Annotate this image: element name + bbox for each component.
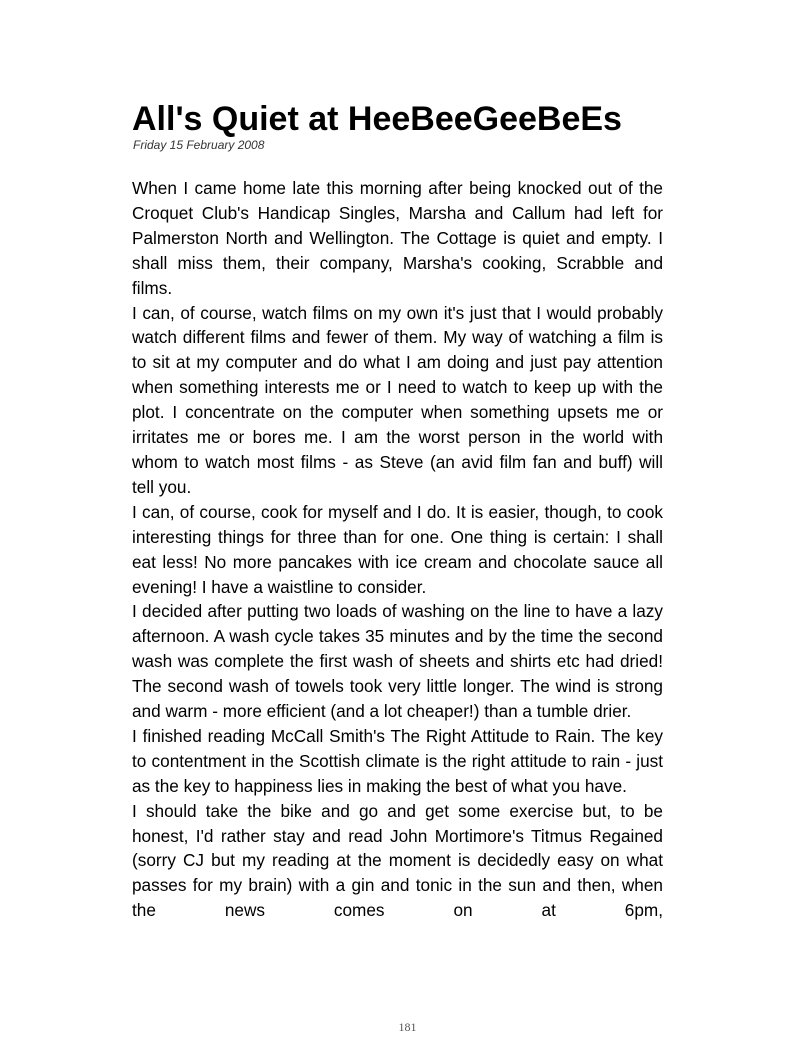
paragraph: I decided after putting two loads of washing on the line to have a lazy afternoon. A wash cycle takes 35 minutes and by the time the second wash was complete the first wash of sheets and shirts etc had dried! The second wash of towels took very little longer. The wind is strong and warm - more efficient (and a lot cheaper!) than a tumble drier. — [132, 601, 663, 722]
paragraph: I finished reading McCall Smith's The Right Attitude to Rain. The key to contentment in the Scottish climate is the right attitude to rain - just as the key to happiness lies in making the best of what you have. — [132, 725, 663, 796]
entry-date: Friday 15 February 2008 — [133, 138, 265, 152]
paragraph: I should take the bike and go and get some exercise but, to be honest, I'd rather stay and read John Mortimore's Titmus Regained (sorry CJ but my reading at the moment is decidedly easy on what passes for my brain) with a gin and tonic in the sun and then, when the news comes on at 6pm, — [132, 800, 663, 921]
page-number: 181 — [398, 1020, 417, 1034]
body-text — [132, 176, 663, 923]
paragraph: When I came home late this morning after being knocked out of the Croquet Club's Handicap Singles, Marsha and Callum had left for Palmerston North and Wellington. The Cottage is quiet and empty. I shall miss them, their company, Marsha's cooking, Scrabble and films. — [132, 178, 663, 298]
page-title: All's Quiet at HeeBeeGeeBeEs — [132, 100, 622, 138]
paragraph: I can, of course, watch films on my own it's just that I would probably watch different films and fewer of them. My way of watching a film is to sit at my computer and do what I am doing and just pay attention when something interests me or I need to watch to keep up with the plot. I concentrate on the computer when something upsets me or irritates me or bores me. I am the worst person in the world with whom to watch most films - as Steve (an avid film fan and buff) will tell you. — [132, 302, 663, 497]
paragraph: I can, of course, cook for myself and I do. It is easier, though, to cook interesting things for three than for one. One thing is certain: I shall eat less! No more pancakes with ice cream and chocolate sauce all evening! I have a waistline to consider. — [132, 501, 663, 597]
